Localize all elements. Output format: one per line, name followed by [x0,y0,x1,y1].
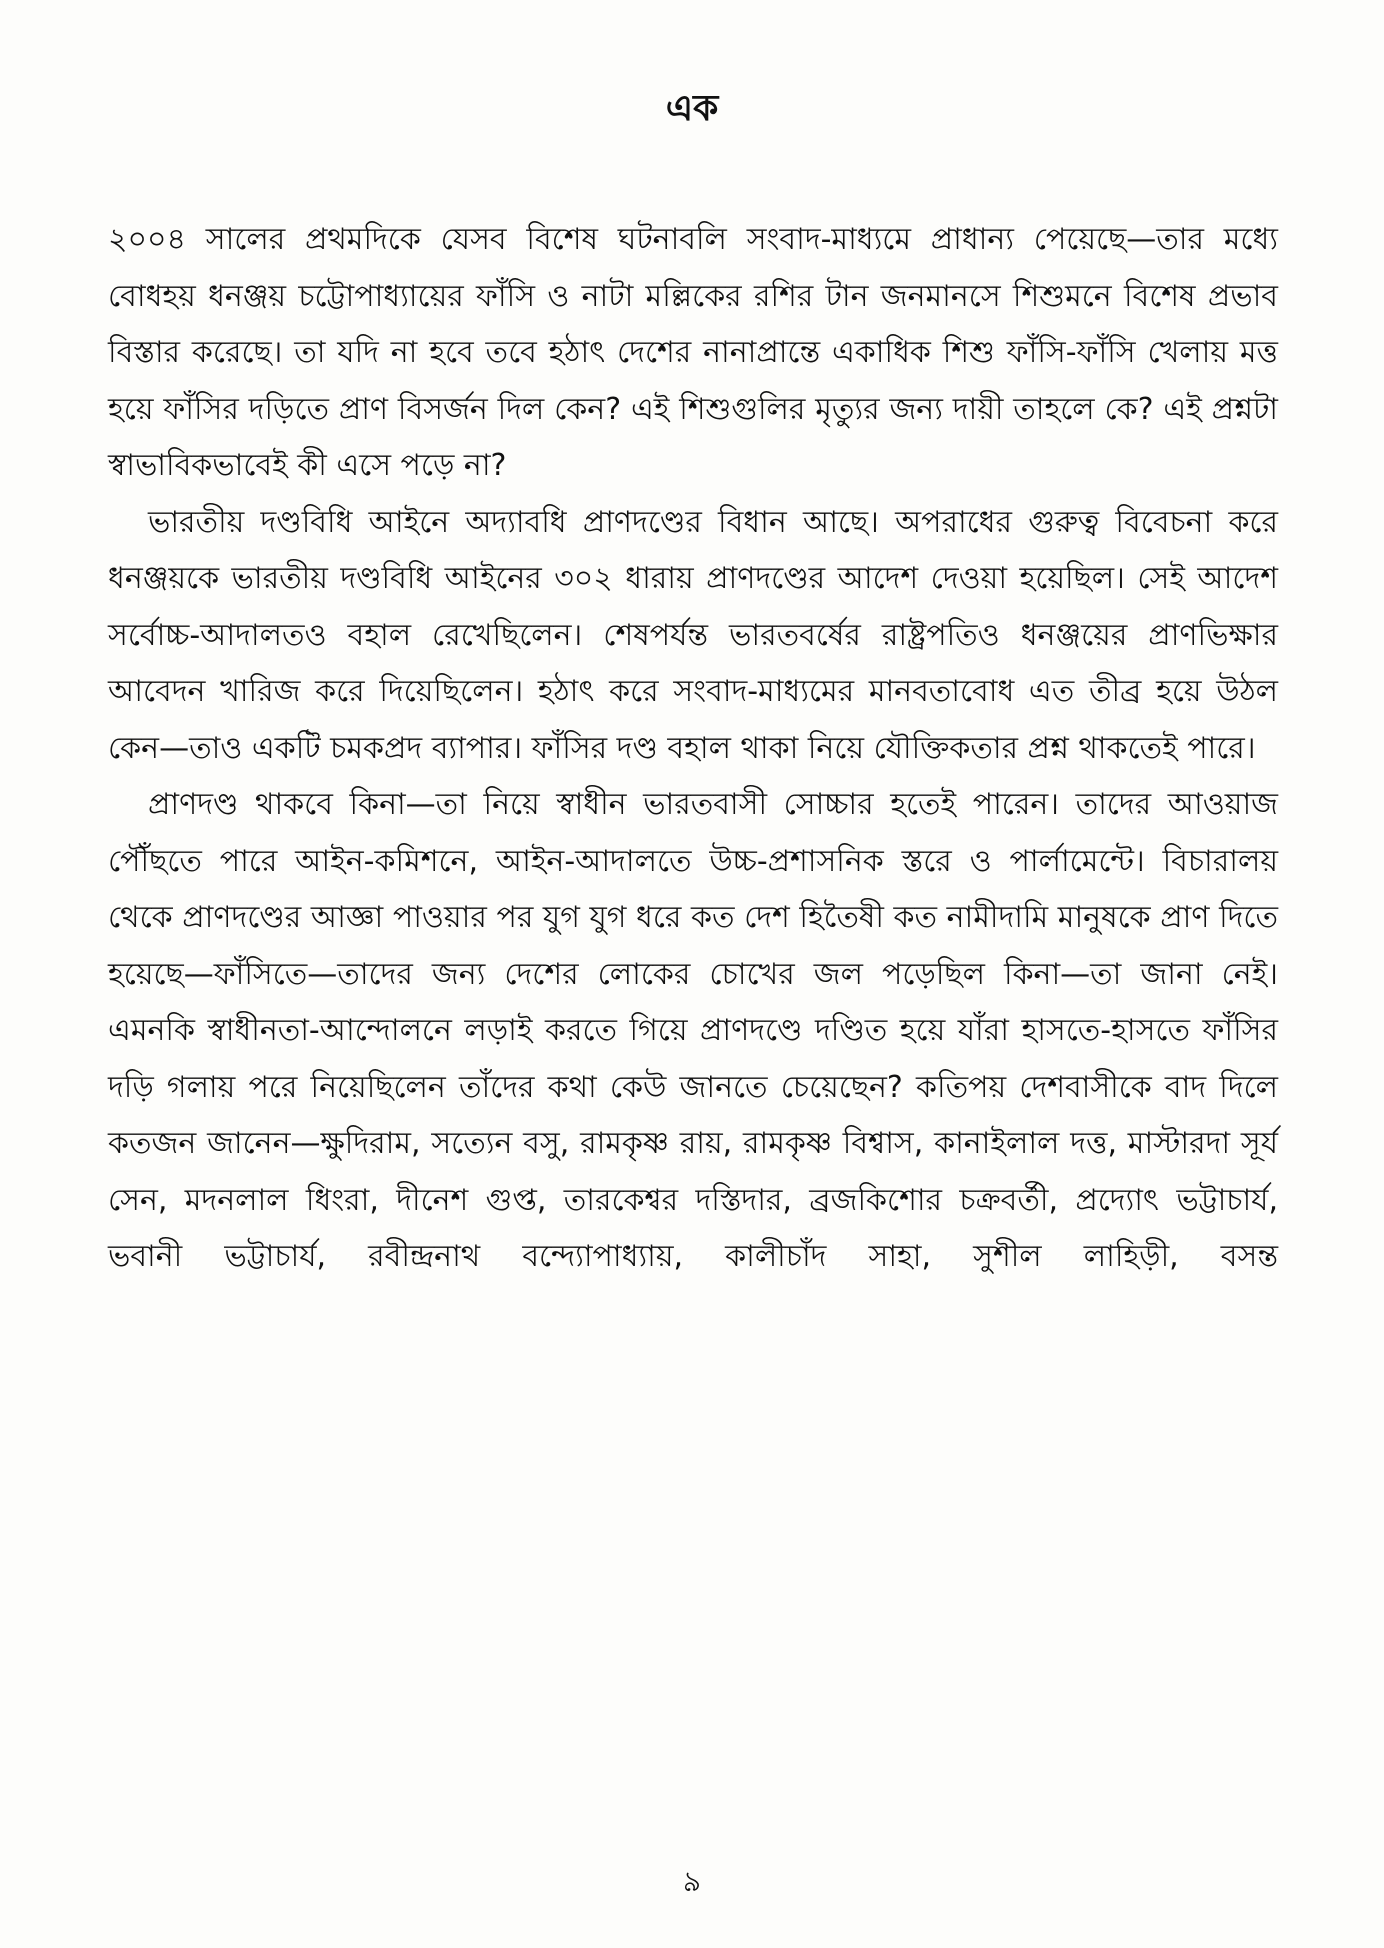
paragraph-1: ২০০৪ সালের প্রথমদিকে যেসব বিশেষ ঘটনাবলি সংবাদ-মাধ্যমে প্রাধান্য পেয়েছে—তার মধ্যে বোধহয় ধনঞ্জয় চট্টোপাধ্যায়ের ফাঁসি ও নাটা মল্লিকের রশির টান জনমানসে শিশুমনে বিশেষ প্রভাব বিস্তার করেছে। তা যদি না হবে তবে হঠাৎ দেশের নানাপ্রান্তে একাধিক শিশু ফাঁসি-ফাঁসি খেলায় মত্ত হয়ে ফাঁসির দড়িতে প্রাণ বিসর্জন দিল কেন? এই শিশুগুলির মৃত্যুর জন্য দায়ী তাহলে কে? এই প্রশ্নটা স্বাভাবিকভাবেই কী এসে পড়ে না? [108,222,1278,483]
body-text [108,212,1278,1286]
chapter-title: এক [665,88,719,129]
page-number: ৯ [682,1865,702,1898]
paragraph-3: প্রাণদণ্ড থাকবে কিনা—তা নিয়ে স্বাধীন ভারতবাসী সোচ্চার হতেই পারেন। তাদের আওয়াজ পৌঁছতে পারে আইন-কমিশনে, আইন-আদালতে উচ্চ-প্রশাসনিক স্তরে ও পার্লামেন্টে। বিচারালয় থেকে প্রাণদণ্ডের আজ্ঞা পাওয়ার পর যুগ যুগ ধরে কত দেশ হিতৈষী কত নামীদামি মানুষকে প্রাণ দিতে হয়েছে—ফাঁসিতে—তাদের জন্য দেশের লোকের চোখের জল পড়েছিল কিনা—তা জানা নেই। এমনকি স্বাধীনতা-আন্দোলনে লড়াই করতে গিয়ে প্রাণদণ্ডে দণ্ডিত হয়ে যাঁরা হাসতে-হাসতে ফাঁসির দড়ি গলায় পরে নিয়েছিলেন তাঁদের কথা কেউ জানতে চেয়েছেন? কতিপয় দেশবাসীকে বাদ দিলে কতজন জানেন—ক্ষুদিরাম, সত্যেন বসু, রামকৃষ্ণ রায়, রামকৃষ্ণ বিশ্বাস, কানাইলাল দত্ত, মাস্টারদা সূর্য সেন, মদনলাল ধিংরা, দীনেশ গুপ্ত, তারকেশ্বর দস্তিদার, ব্রজকিশোর চক্রবর্তী, প্রদ্যোৎ ভট্টাচার্য, ভবানী ভট্টাচার্য, রবীন্দ্রনাথ বন্দ্যোপাধ্যায়, কালীচাঁদ সাহা, সুশীল লাহিড়ী, বসন্ত [108,787,1278,1274]
paragraph-2: ভারতীয় দণ্ডবিধি আইনে অদ্যাবধি প্রাণদণ্ডের বিধান আছে। অপরাধের গুরুত্ব বিবেচনা করে ধনঞ্জয়কে ভারতীয় দণ্ডবিধি আইনের ৩০২ ধারায় প্রাণদণ্ডের আদেশ দেওয়া হয়েছিল। সেই আদেশ সর্বোচ্চ-আদালতও বহাল রেখেছিলেন। শেষপর্যন্ত ভারতবর্ষের রাষ্ট্রপতিও ধনঞ্জয়ের প্রাণভিক্ষার আবেদন খারিজ করে দিয়েছিলেন। হঠাৎ করে সংবাদ-মাধ্যমের মানবতাবোধ এত তীব্র হয়ে উঠল কেন—তাও একটি চমকপ্রদ ব্যাপার। ফাঁসির দণ্ড বহাল থাকা নিয়ে যৌক্তিকতার প্রশ্ন থাকতেই পারে। [108,504,1278,766]
